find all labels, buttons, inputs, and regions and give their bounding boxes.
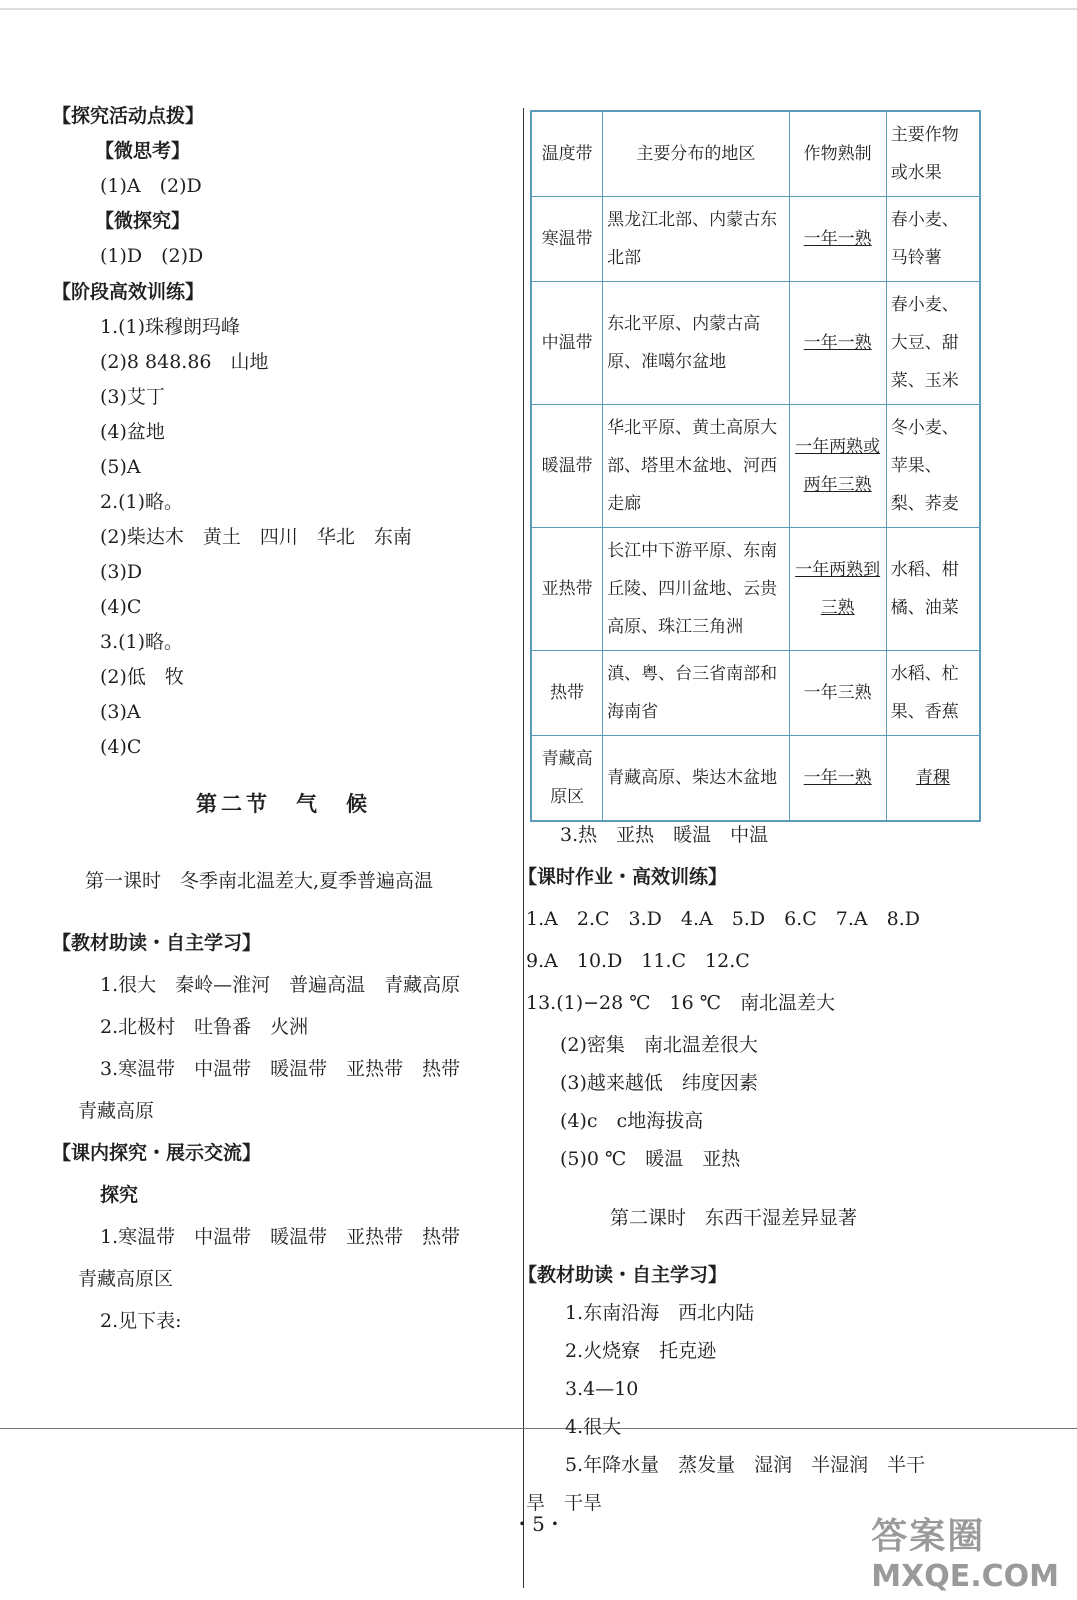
table-cell-zone: 中温带 xyxy=(531,282,603,405)
homework-answer: 9.A 10.D 11.C 12.C xyxy=(526,950,750,972)
table-cell-crops: 春小麦、马铃薯 xyxy=(886,197,980,282)
homework-answer: (3)越来越低 纬度因素 xyxy=(560,1072,758,1094)
lesson2-title: 第二课时 东西干湿差异显著 xyxy=(610,1207,858,1229)
stage-answer: (2)柴达木 黄土 四川 华北 东南 xyxy=(100,526,412,548)
heading-textbook-2: 【教材助读・自主学习】 xyxy=(518,1264,728,1286)
homework-answer: (4)c c地海拔高 xyxy=(560,1110,704,1132)
table-cell-crops: 春小麦、大豆、甜菜、玉米 xyxy=(886,282,980,405)
textbook2-answer: 2.火烧寮 托克逊 xyxy=(565,1340,717,1362)
table-cell-cropping: 一年一熟 xyxy=(789,282,886,405)
stage-answer: (3)D xyxy=(100,561,143,583)
lesson1-title: 第一课时 冬季南北温差大,夏季普遍高温 xyxy=(85,870,434,892)
stage-answer: 2.(1)略。 xyxy=(100,491,184,513)
textbook-answer: 3.寒温带 中温带 暖温带 亚热带 热带 xyxy=(100,1058,461,1080)
bottom-divider xyxy=(0,1428,1077,1429)
textbook-answer: 2.北极村 吐鲁番 火洲 xyxy=(100,1016,309,1038)
homework-answer: (2)密集 南北温差很大 xyxy=(560,1034,758,1056)
table-cell-zone: 青藏高原区 xyxy=(531,736,603,822)
stage-answer: (4)C xyxy=(100,596,142,618)
table-cell-zone: 寒温带 xyxy=(531,197,603,282)
heading-micro-explore: 【微探究】 xyxy=(95,210,191,232)
stage-answer: (2)8 848.86 山地 xyxy=(100,351,269,373)
stage-answer: (2)低 牧 xyxy=(100,666,184,688)
stage-answer: (3)A xyxy=(100,701,141,723)
table-row xyxy=(531,736,980,822)
textbook2-answer: 5.年降水量 蒸发量 湿润 半湿润 半干 xyxy=(565,1454,926,1476)
table-cell-zone: 暖温带 xyxy=(531,405,603,528)
stage-answer: (5)A xyxy=(100,456,141,478)
table-cell-region: 青藏高原、柴达木盆地 xyxy=(603,736,789,822)
column-divider xyxy=(523,108,524,1588)
stage-answer: (4)C xyxy=(100,736,142,758)
textbook2-answer: 旱 干旱 xyxy=(526,1492,603,1514)
table-cell-crops: 青稞 xyxy=(886,736,980,822)
heading-explore: 【探究活动点拨】 xyxy=(52,105,205,127)
inclass-answer: 2.见下表: xyxy=(100,1310,182,1332)
table-cell-region: 华北平原、黄土高原大部、塔里木盆地、河西走廊 xyxy=(603,405,789,528)
section-title: 第二节 气 候 xyxy=(196,791,371,816)
table-row xyxy=(531,282,980,405)
table-cell-region: 东北平原、内蒙古高原、准噶尔盆地 xyxy=(603,282,789,405)
table-row xyxy=(531,197,980,282)
heading-homework: 【课时作业・高效训练】 xyxy=(518,866,728,888)
table-cell-cropping: 一年两熟到三熟 xyxy=(789,528,886,651)
textbook-answer: 青藏高原 xyxy=(78,1100,155,1122)
homework-answer: (5)0 ℃ 暖温 亚热 xyxy=(560,1148,741,1170)
textbook2-answer: 4.很大 xyxy=(565,1416,622,1438)
explore-label: 探究 xyxy=(100,1184,139,1206)
inclass-answer: 1.寒温带 中温带 暖温带 亚热带 热带 xyxy=(100,1226,461,1248)
table-cell-cropping: 一年三熟 xyxy=(789,651,886,736)
heading-inclass: 【课内探究・展示交流】 xyxy=(52,1142,262,1164)
textbook-answer: 1.很大 秦岭—淮河 普遍高温 青藏高原 xyxy=(100,974,461,996)
temperature-zone-table xyxy=(530,110,981,822)
inclass-answer: 青藏高原区 xyxy=(78,1268,174,1290)
table-cell-zone: 亚热带 xyxy=(531,528,603,651)
heading-micro-think: 【微思考】 xyxy=(95,140,191,162)
homework-answer: 1.A 2.C 3.D 4.A 5.D 6.C 7.A 8.D xyxy=(526,908,920,930)
table-header: 主要分布的地区 xyxy=(603,111,789,197)
homework-answer: 13.(1)−28 ℃ 16 ℃ 南北温差大 xyxy=(526,992,835,1014)
table-cell-crops: 水稻、杧果、香蕉 xyxy=(886,651,980,736)
stage-answer: 1.(1)珠穆朗玛峰 xyxy=(100,316,241,338)
table-cell-region: 长江中下游平原、东南丘陵、四川盆地、云贵高原、珠江三角洲 xyxy=(603,528,789,651)
table-header: 作物熟制 xyxy=(789,111,886,197)
stage-answer: (3)艾丁 xyxy=(100,386,165,408)
micro-explore-answer: (1)D (2)D xyxy=(100,245,204,267)
item-3-answer: 3.热 亚热 暖温 中温 xyxy=(560,824,769,846)
table-cell-zone: 热带 xyxy=(531,651,603,736)
watermark-text-bottom: MXQE.COM xyxy=(871,1559,1059,1594)
top-rule xyxy=(0,8,1077,10)
table-row xyxy=(531,651,980,736)
watermark-text-top: 答案圈 xyxy=(871,1516,986,1557)
heading-textbook: 【教材助读・自主学习】 xyxy=(52,932,262,954)
table-cell-cropping: 一年两熟或两年三熟 xyxy=(789,405,886,528)
table-header: 主要作物或水果 xyxy=(886,111,980,197)
table-cell-region: 滇、粤、台三省南部和海南省 xyxy=(603,651,789,736)
table-cell-region: 黑龙江北部、内蒙古东北部 xyxy=(603,197,789,282)
textbook2-answer: 1.东南沿海 西北内陆 xyxy=(565,1302,755,1324)
table-cell-crops: 水稻、柑橘、油菜 xyxy=(886,528,980,651)
table-header: 温度带 xyxy=(531,111,603,197)
watermark-logo xyxy=(871,1508,1059,1594)
micro-think-answer: (1)A (2)D xyxy=(100,175,202,197)
table-header-row xyxy=(531,111,980,197)
table-row xyxy=(531,528,980,651)
table-cell-crops: 冬小麦、苹果、梨、荞麦 xyxy=(886,405,980,528)
table-cell-cropping: 一年一熟 xyxy=(789,736,886,822)
table-row xyxy=(531,405,980,528)
textbook2-answer: 3.4—10 xyxy=(565,1378,639,1400)
stage-answer: (4)盆地 xyxy=(100,421,165,443)
heading-stage-training: 【阶段高效训练】 xyxy=(52,281,205,303)
table-cell-cropping: 一年一熟 xyxy=(789,197,886,282)
page-number: ・5・ xyxy=(512,1512,565,1536)
stage-answer: 3.(1)略。 xyxy=(100,631,184,653)
